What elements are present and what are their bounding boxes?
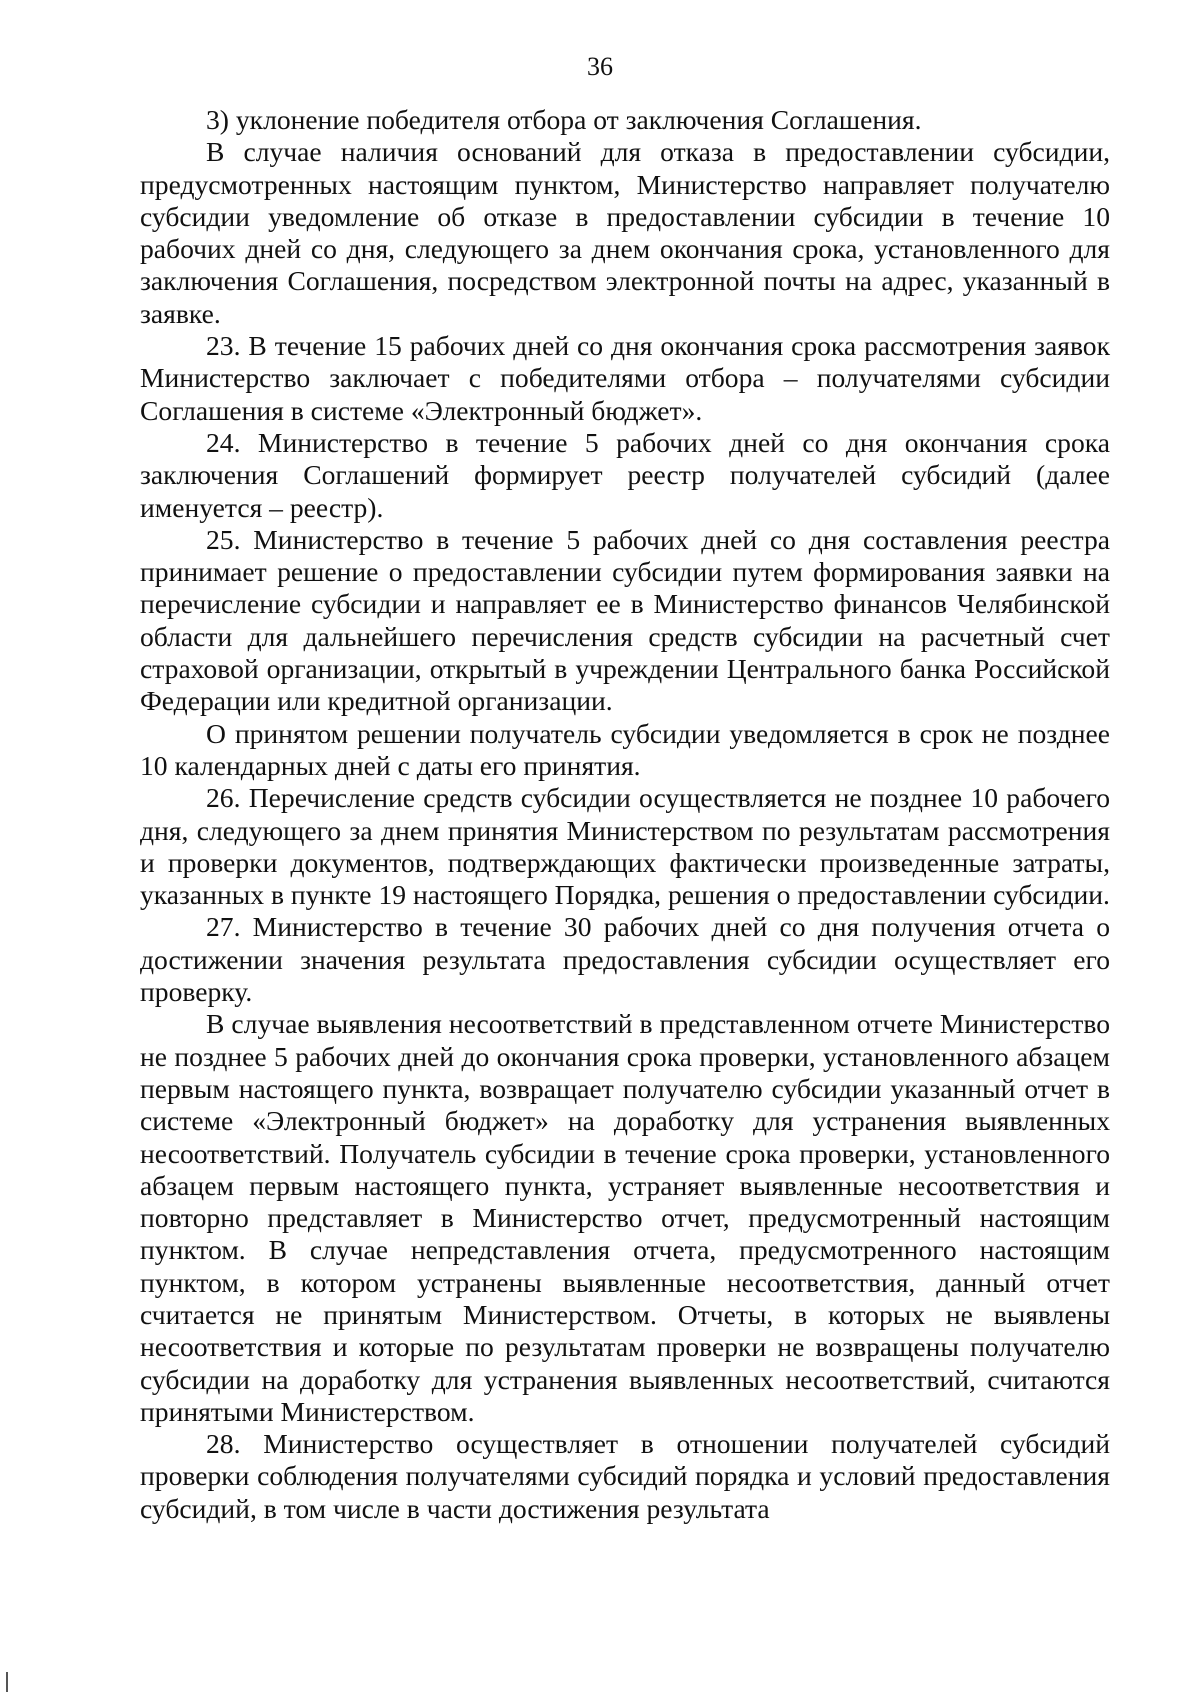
paragraph-6: О принятом решении получатель субсидии уведомляется в срок не позднее 10 календарных дней с даты его принятия. — [140, 717, 1110, 781]
paragraph-3: 23. В течение 15 рабочих дней со дня окончания срока рассмотрения заявок Министерство заключает с победителями отбора – получателями субсидии Соглашения в системе «Электронный бюджет». — [140, 330, 1110, 426]
paragraph-1: 3) уклонение победителя отбора от заключения Соглашения. — [206, 104, 922, 135]
paragraph-4: 24. Министерство в течение 5 рабочих дней со дня окончания срока заключения Соглашений формирует реестр получателей субсидий (далее именуется – реестр). — [140, 426, 1110, 523]
page-number: 36 — [587, 52, 613, 81]
scan-edge-mark — [6, 1672, 8, 1692]
paragraph-10: 28. Министерство осуществляет в отношении получателей субсидий проверки соблюдения получателями субсидий порядка и условий предоставления субсидий, в том числе в части достижения результата — [140, 1428, 1110, 1524]
paragraph-2: В случае наличия оснований для отказа в предоставлении субсидии, предусмотренных настоящим пунктом, Министерство направляет получателю субсидии уведомление об отказе в предоставлении субсидии в течение 10 рабочих дней со дня, следующего за днем окончания срока, установленного для заключения Соглашения, посредством электронной почты на адрес, указанный в заявке. — [140, 136, 1110, 329]
paragraph-7: 26. Перечисление средств субсидии осуществляется не позднее 10 рабочего дня, следующего за днем принятия Министерством по результатам рассмотрения и проверки документов, подтверждающих фактически произведенные затраты, указанных в пункте 19 настоящего Порядка, решения о предоставлении субсидии. — [140, 782, 1110, 911]
paragraph-9: В случае выявления несоответствий в представленном отчете Министерство не позднее 5 рабочих дней до окончания срока проверки, установленного абзацем первым настоящего пункта, возвращает получателю субсидии указанный отчет в системе «Электронный бюджет» на доработку для устранения выявленных несоответствий. Получатель субсидии в течение срока проверки, установленного абзацем первым настоящего пункта, устраняет выявленные несоответствия и повторно представляет в Министерство отчет, предусмотренный настоящим пунктом. В случае непредставления отчета, предусмотренного настоящим пунктом, в котором устранены выявленные несоответствия, данный отчет считается не принятым Министерством. Отчеты, в которых не выявлены несоответствия и которые по результатам проверки не возвращены получателю субсидии на доработку для устранения выявленных несоответствий, считаются принятыми Министерством. — [140, 1008, 1110, 1427]
paragraph-8: 27. Министерство в течение 30 рабочих дней со дня получения отчета о достижении значения результата предоставления субсидии осуществляет его проверку. — [140, 911, 1110, 1008]
paragraph-5: 25. Министерство в течение 5 рабочих дней со дня составления реестра принимает решение о предоставлении субсидии путем формирования заявки на перечисление субсидии и направляет ее в Министерство финансов Челябинской области для дальнейшего перечисления средств субсидии на расчетный счет страховой организации, открытый в учреждении Центрального банка Российской Федерации или кредитной организации. — [140, 523, 1110, 717]
document-body — [140, 104, 1110, 1525]
